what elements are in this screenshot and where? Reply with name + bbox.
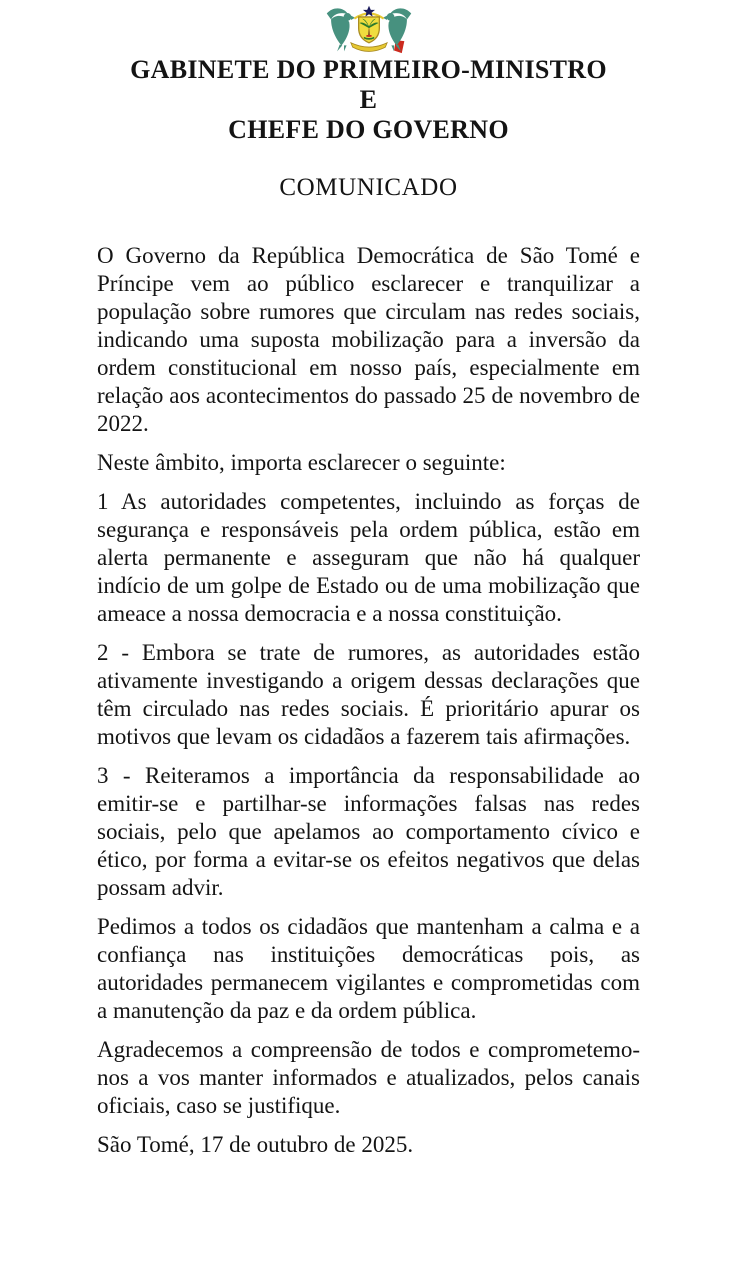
office-title-line2: E bbox=[359, 85, 378, 114]
communique-body bbox=[97, 242, 640, 1159]
office-title-line1: GABINETE DO PRIMEIRO-MINISTRO bbox=[130, 55, 607, 84]
star-icon bbox=[362, 6, 374, 17]
banner-ribbon-shape bbox=[350, 43, 386, 52]
coat-of-arms-svg bbox=[319, 4, 419, 54]
paragraph-calm-appeal: Pedimos a todos os cidadãos que mantenham a calma e a confiança nas instituições democráticas pois, as autoridades permanecem vigilantes e comprometidas com a manutenção da paz e da ordem pública. bbox=[97, 914, 640, 1023]
paragraph-item-1: 1 As autoridades competentes, incluindo as forças de segurança e responsáveis pela ordem pública, estão em alerta permanente e asseguram que não há qualquer indício de um golpe de Estado ou de uma mobilização que ameace a nossa democracia e a nossa constituição. bbox=[97, 489, 640, 626]
paragraph-intro: O Governo da República Democrática de São Tomé e Príncipe vem ao público esclarecer e tranquilizar a população sobre rumores que circulam nas redes sociais, indicando uma suposta mobilização para a inversão da ordem constitucional em nosso país, especialmente em relação aos acontecimentos do passado 25 de novembro de 2022. bbox=[97, 243, 640, 436]
office-title bbox=[97, 55, 640, 145]
right-bird-icon bbox=[382, 8, 410, 51]
letterhead bbox=[97, 55, 640, 202]
paragraph-item-3: 3 - Reiteramos a importância da responsabilidade ao emitir-se e partilhar-se informações falsas nas redes sociais, pelo que apelamos ao comportamento cívico e ético, por forma a evitar-se os efeitos negativos que delas possam advir. bbox=[97, 763, 640, 900]
left-bird-icon bbox=[326, 8, 354, 51]
office-title-line3: CHEFE DO GOVERNO bbox=[228, 115, 509, 144]
paragraph-clarification-lead: Neste âmbito, importa esclarecer o seguinte: bbox=[97, 450, 506, 475]
paragraph-closing: Agradecemos a compreensão de todos e comprometemo-nos a vos manter informados e atualizados, pelos canais oficiais, caso se justifique. bbox=[97, 1037, 640, 1118]
document-type-title: COMUNICADO bbox=[279, 174, 458, 201]
date-line: São Tomé, 17 de outubro de 2025. bbox=[97, 1132, 414, 1157]
paragraph-item-2: 2 - Embora se trate de rumores, as autoridades estão ativamente investigando a origem dessas declarações que têm circulado nas redes sociais. É prioritário apurar os motivos que levam os cidadãos a fazerem tais afirmações. bbox=[97, 640, 640, 749]
coat-of-arms-icon bbox=[319, 4, 419, 54]
